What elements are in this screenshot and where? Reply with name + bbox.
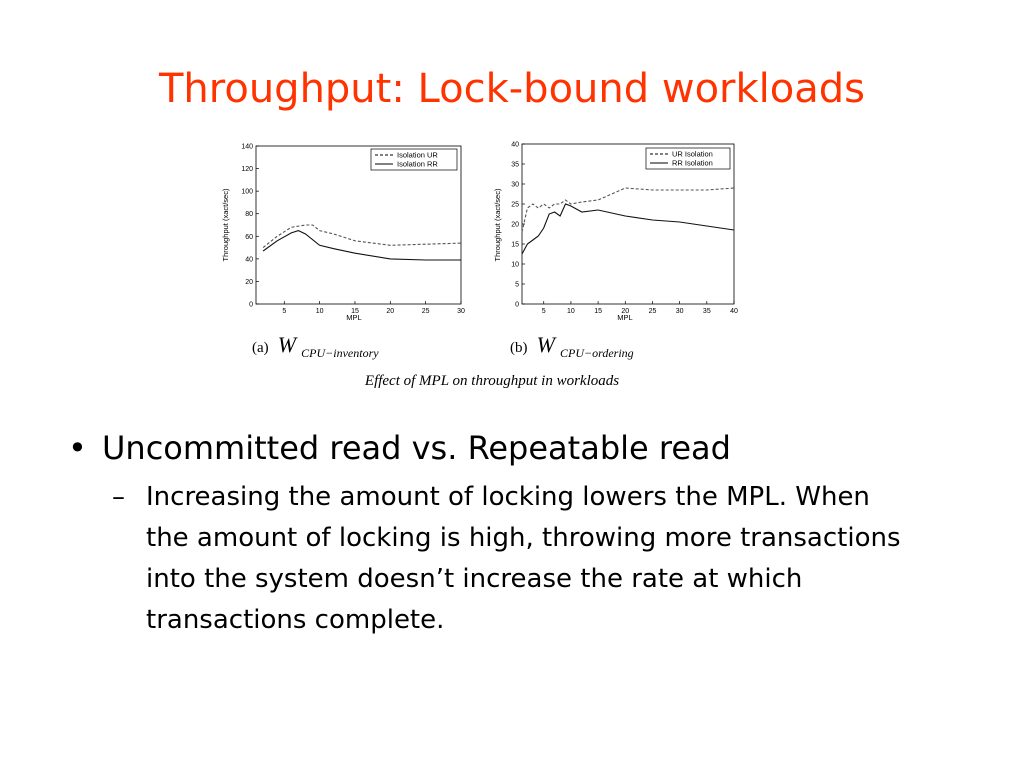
subcaption-a-symbol: W: [277, 332, 297, 357]
sub-bullet-item: [112, 477, 906, 641]
chart-b-ytick-label: 30: [511, 181, 519, 189]
chart-a-xtick-label: 30: [457, 308, 465, 315]
chart-a: [221, 144, 465, 323]
chart-b-xtick-label: 10: [567, 308, 575, 315]
chart-b-ytick-label: 5: [515, 281, 519, 289]
chart-a-series-ur-line: [263, 225, 461, 248]
chart-a-xlabel: MPL: [346, 313, 362, 322]
sub-bullet-marker: –: [112, 482, 125, 512]
chart-a-legend-ur-label: Isolation UR: [397, 150, 438, 160]
chart-b-series-rr-line: [522, 204, 734, 254]
subcaption-a-subscript: CPU−inventory: [301, 346, 379, 360]
bullet-marker: •: [68, 429, 87, 467]
chart-b-xtick-label: 30: [675, 308, 684, 315]
chart-a-ytick-label: 0: [249, 301, 253, 309]
chart-b-ytick-label: 35: [511, 161, 519, 169]
subcaption-b: [510, 332, 634, 360]
chart-a-xtick-label: 25: [421, 308, 430, 315]
chart-a-ylabel: Throughput (xact/sec): [221, 188, 230, 262]
chart-b-ylabel: Throughput (xact/sec): [493, 188, 502, 262]
subcaption-b-prefix: (b): [510, 340, 528, 356]
chart-b-ytick-label: 25: [511, 201, 519, 209]
chart-a-ytick-label: 140: [241, 143, 253, 151]
sub-bullet-text: Increasing the amount of locking lowers the MPL. When the amount of locking is high, throwing more transactions into the system doesn’t increase the rate at which transactions complete.: [146, 482, 901, 635]
chart-b: [493, 142, 738, 323]
chart-a-legend-rr-label: Isolation RR: [397, 159, 438, 169]
chart-b-legend-ur-label: UR Isolation: [672, 149, 713, 159]
chart-b-xtick-label: 35: [702, 308, 711, 315]
chart-a-ytick-label: 40: [245, 256, 253, 264]
subcaption-a: [252, 332, 379, 360]
chart-a-ytick-label: 20: [245, 278, 253, 286]
figure: [200, 134, 760, 392]
subcaption-a-prefix: (a): [252, 340, 269, 356]
figure-caption: Effect of MPL on throughput in workloads: [364, 373, 620, 389]
chart-a-ytick-label: 80: [245, 211, 253, 219]
subcaption-b-symbol: W: [536, 332, 555, 357]
subcaption-b-subscript: CPU−ordering: [560, 346, 634, 360]
chart-a-ytick-label: 60: [245, 233, 253, 241]
chart-b-xtick-label: 15: [594, 308, 603, 315]
chart-b-xtick-label: 40: [730, 308, 738, 315]
chart-a-ytick-label: 120: [241, 166, 253, 174]
chart-b-ytick-label: 40: [511, 141, 519, 149]
chart-a-xtick-label: 5: [282, 308, 287, 315]
chart-b-xtick-label: 5: [541, 308, 546, 315]
chart-b-ytick-label: 20: [511, 221, 519, 229]
chart-b-xtick-label: 25: [648, 308, 657, 315]
chart-b-xtick-label: 20: [621, 308, 630, 315]
bullet-text: Uncommitted read vs. Repeatable read: [102, 429, 731, 467]
bullet-item: [68, 427, 988, 469]
chart-a-xtick-label: 15: [351, 308, 359, 315]
chart-b-ytick-label: 15: [511, 241, 519, 249]
chart-b-ytick-label: 0: [515, 301, 519, 309]
slide-title: Throughput: Lock-bound workloads: [159, 66, 865, 112]
chart-b-ytick-label: 10: [511, 261, 519, 269]
chart-b-legend-rr-label: RR Isolation: [672, 158, 713, 168]
chart-b-xlabel: MPL: [617, 313, 633, 322]
chart-a-xtick-label: 10: [315, 308, 324, 315]
chart-a-series-rr-line: [263, 231, 461, 260]
bullet-list: [68, 427, 988, 641]
chart-a-ytick-label: 100: [241, 188, 253, 196]
chart-a-xtick-label: 20: [386, 308, 395, 315]
